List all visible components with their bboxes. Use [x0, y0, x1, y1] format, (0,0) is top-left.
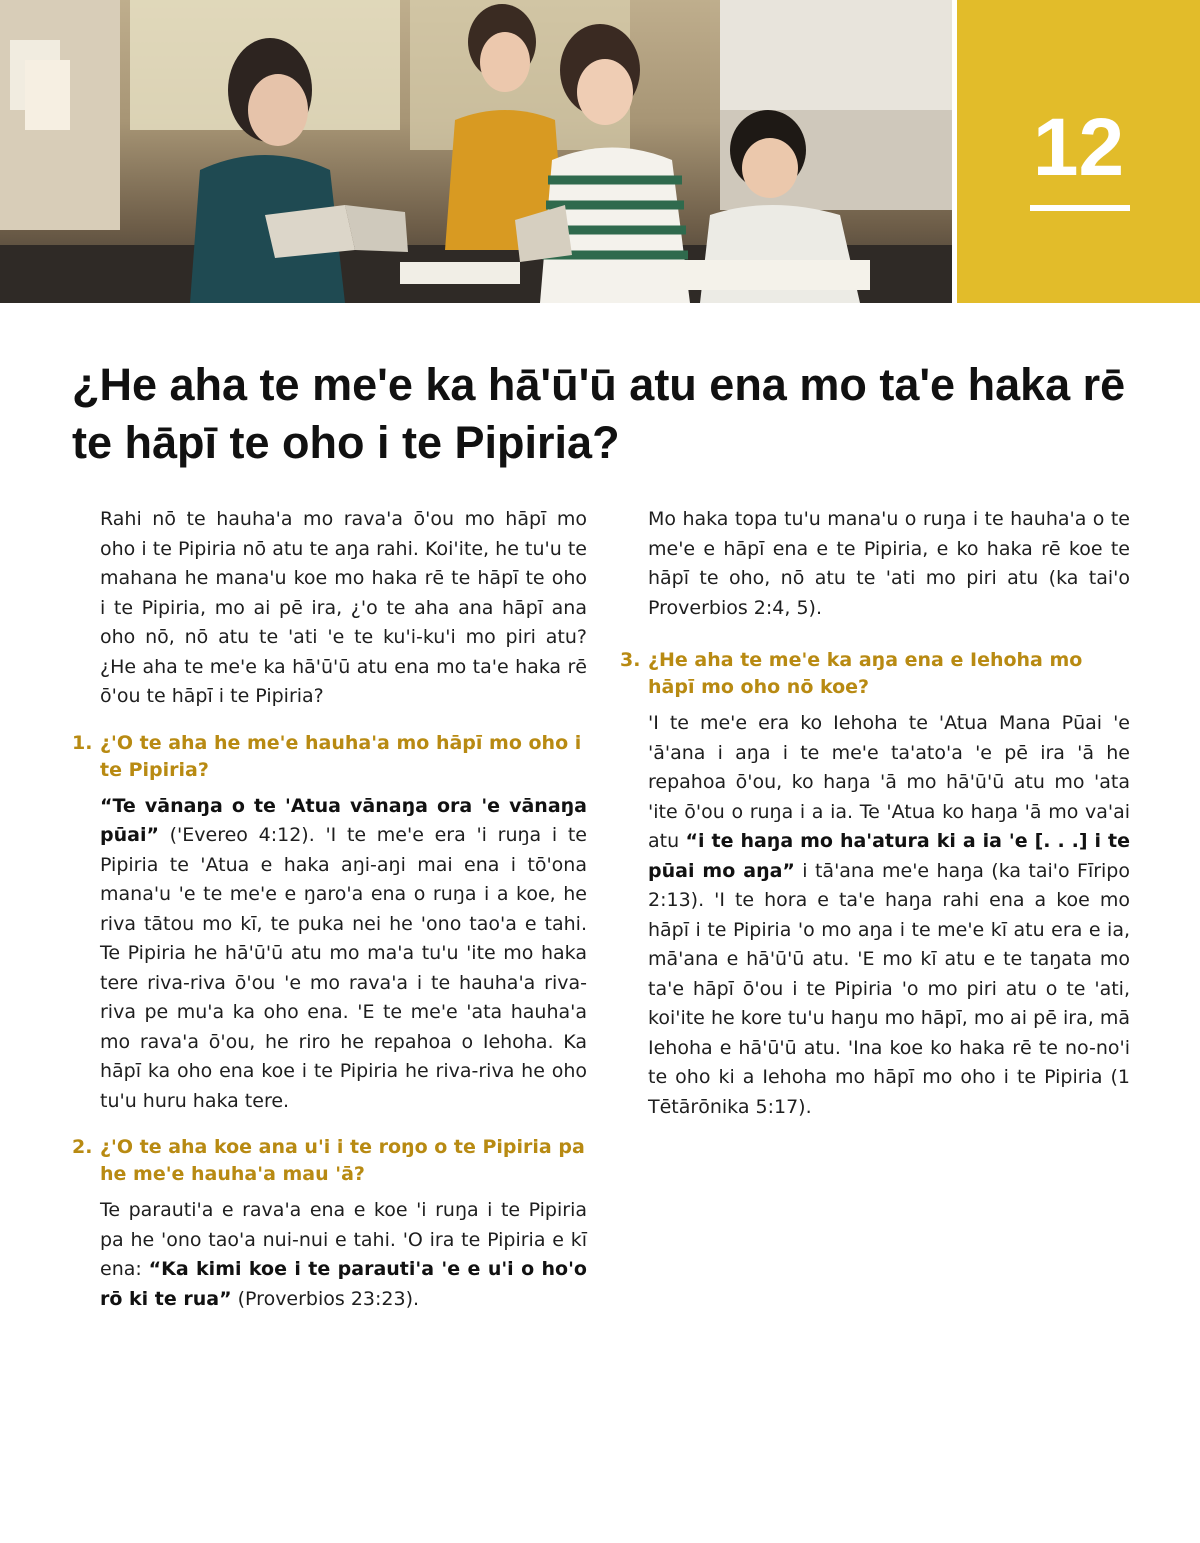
- question-2-continued: Mo haka topa tu'u mana'u o ruŋa i te hauha'a o te me'e e hāpī ena e te Pipiria, e ko haka rē koe te hāpī te oho, nō atu te 'ati mo piri atu (ka tai'o Proverbios 2:4, 5).: [648, 508, 1130, 619]
- page-title: ¿He aha te me'e ka hā'ū'ū atu ena mo ta'e haka rē te hāpī te oho i te Pipiria?: [72, 359, 1126, 468]
- hero-image: [0, 0, 952, 303]
- question-2-text: ¿'O te aha koe ana u'i i te roŋo o te Pipiria pa he me'e hauha'a mau 'ā?: [100, 1136, 585, 1185]
- question-1-number: 1.: [72, 731, 93, 754]
- question-1-body: ('Evereo 4:12). 'I te me'e era 'i ruŋa i te Pipiria te 'Atua e haka aŋi-aŋi mai ena i tō'ona mana'u 'e te me'e e ŋaro'a ena o ruŋa i a koe, he riva tātou mo kī, te puka nei he 'ono tao'a e tahi. Te Pipiria he hā'ū'ū atu mo ma'a tu'u 'ite mo haka tere riva-riva ō'ou 'e mo rava'a i te hauha'a riva-riva pe mu'a ka oho ena. 'E te me'e 'ata hauha'a mo rava'a ō'ou, he riro he repahoa o Iehoha. Ka hāpī ka oho ena koe i te Pipiria he riva-riva he oho tu'u huru haka tere.: [100, 824, 587, 1112]
- question-1-answer: [100, 792, 587, 1117]
- question-3-body-start: 'I te me'e era ko Iehoha te 'Atua Mana Pūai 'e 'ā'ana i aŋa i te me'e ta'ato'a 'e pē ira 'ā he repahoa ō'ou, ko haŋa 'ā mo hā'ū'ū atu mo 'ata 'ite ō'ou o ruŋa i a ia. Te 'Atua ko haŋa 'ā mo va'ai atu: [648, 712, 1130, 852]
- question-1: [72, 730, 587, 784]
- question-1-text: ¿'O te aha he me'e hauha'a mo hāpī mo oho i te Pipiria?: [100, 731, 582, 781]
- hero-illustration: [0, 0, 952, 303]
- question-2-quote: “Ka kimi koe i te parauti'a 'e e u'i o ho'o rō ki te rua”: [100, 1258, 587, 1310]
- lesson-number-badge: [957, 0, 1200, 303]
- question-2: [72, 1134, 587, 1188]
- question-2-body-start: Te parauti'a e rava'a ena e koe 'i ruŋa i te Pipiria pa he 'ono tao'a nui-nui e tahi. 'O ira te Pipiria e kī ena:: [100, 1199, 587, 1280]
- question-3-body-end: i tā'ana me'e haŋa (ka tai'o Fīripo 2:13). 'I te hora e ta'e haŋa rahi ena a koe mo hāpī i te Pipiria 'o mo aŋa i te me'e kī atu era e ia, mā'ana e hā'ū'ū atu. 'E mo kī atu e te taŋata mo ta'e hāpī ō'ou i te Pipiria 'o mo piri atu o te 'ati, koi'ite he kore tu'u haŋu mo hāpī, mo ai pē ira, mā Iehoha e hā'ū'ū atu. 'Ina koe ko haka rē te no-no'i te oho ki a Iehoha mo hāpī mo oho i te Pipiria (1 Tētārōnika 5:17).: [648, 859, 1130, 1118]
- question-2-number: 2.: [72, 1136, 93, 1158]
- lesson-number: 12: [1032, 102, 1125, 193]
- question-3: [620, 647, 1130, 701]
- question-2-answer: [100, 1196, 587, 1314]
- question-3-number: 3.: [620, 649, 641, 671]
- badge-underline: [1030, 205, 1130, 211]
- right-column: [620, 505, 1130, 1122]
- question-3-text: ¿He aha te me'e ka aŋa ena e Iehoha mo hāpī mo oho nō koe?: [648, 649, 1083, 698]
- question-3-quote: “i te haŋa mo ha'atura ki a ia 'e [. . .] i te pūai mo aŋa”: [648, 830, 1130, 882]
- question-1-quote: “Te vānaŋa o te 'Atua vānaŋa ora 'e vānaŋa pūai”: [100, 794, 587, 846]
- question-3-answer: [648, 709, 1130, 1122]
- left-column: [72, 505, 587, 1314]
- question-2-body-end: (Proverbios 23:23).: [231, 1287, 420, 1310]
- intro-paragraph: Rahi nō te hauha'a mo rava'a ō'ou mo hāpī mo oho i te Pipiria nō atu te aŋa rahi. Koi'ite, he tu'u te mahana he mana'u koe mo haka rē te hāpī te oho i te Pipiria, mo ai pē ira, ¿'o te aha ana hāpī ana oho nō, nō atu te 'ati 'e te ku'i-ku'i mo piri atu? ¿He aha te me'e ka hā'ū'ū atu ena mo ta'e haka rē ō'ou te hāpī i te Pipiria?: [100, 508, 587, 707]
